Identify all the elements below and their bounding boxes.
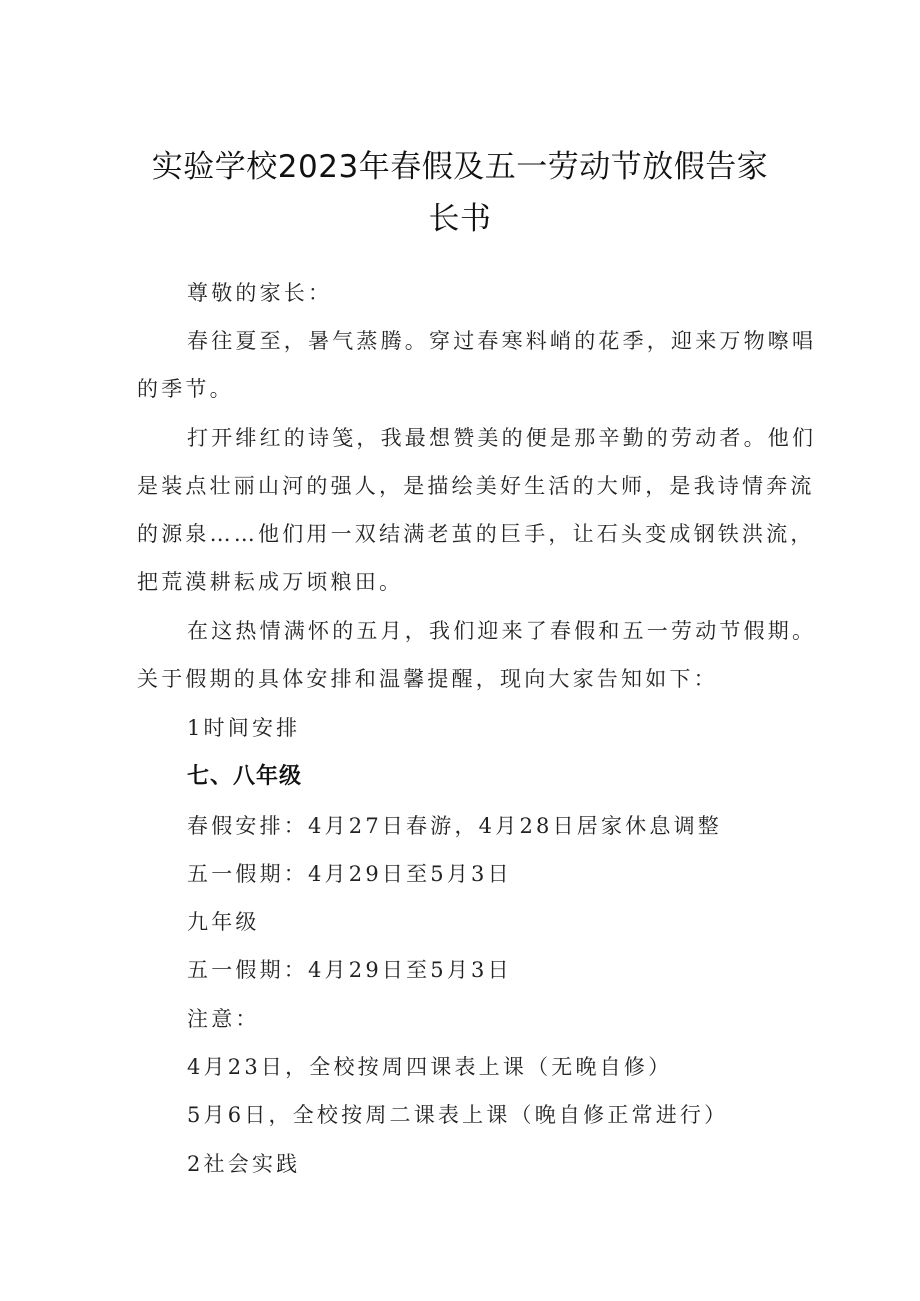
paragraph-3-line-2: 关于假期的具体安排和温馨提醒，现向大家告知如下： (137, 667, 718, 691)
paragraph-2-line-1: 打开绯红的诗笺，我最想赞美的便是那辛勤的劳动者。他们 (187, 426, 817, 450)
notice-label: 注意： (187, 1007, 260, 1031)
grade78-spring-break: 春假安排：4月27日春游，4月28日居家休息调整 (187, 814, 722, 838)
notice-item-1: 4月23日，全校按周四课表上课（无晚自修） (187, 1055, 673, 1079)
grade78-mayday: 五一假期：4月29日至5月3日 (187, 862, 512, 886)
title-line-2: 长书 (428, 201, 492, 237)
title-line-1: 实验学校2023年春假及五一劳动节放假告家 (151, 149, 769, 185)
grade9-heading: 九年级 (187, 910, 260, 934)
paragraph-1-line-2: 的季节。 (137, 377, 234, 401)
paragraph-3-line-1: 在这热情满怀的五月，我们迎来了春假和五一劳动节假期。 (187, 619, 817, 643)
grade78-heading: 七、八年级 (187, 764, 303, 789)
paragraph-2-line-3: 的源泉……他们用一双结满老茧的巨手，让石头变成钢铁洪流， (137, 522, 815, 546)
document-title (120, 141, 800, 245)
notice-item-2: 5月6日，全校按周二课表上课（晚自修正常进行） (187, 1103, 729, 1127)
paragraph-2-line-4: 把荒漠耕耘成万顷粮田。 (137, 570, 404, 594)
grade9-mayday: 五一假期：4月29日至5月3日 (187, 958, 512, 982)
section-1-heading: 1时间安排 (187, 716, 301, 740)
paragraph-1-line-1: 春往夏至，暑气蒸腾。穿过春寒料峭的花季，迎来万物嚓唱 (187, 329, 817, 353)
section-2-heading: 2社会实践 (187, 1152, 301, 1176)
salutation: 尊敬的家长： (187, 281, 333, 305)
paragraph-2-line-2: 是装点壮丽山河的强人，是描绘美好生活的大师，是我诗情奔流 (137, 474, 815, 498)
